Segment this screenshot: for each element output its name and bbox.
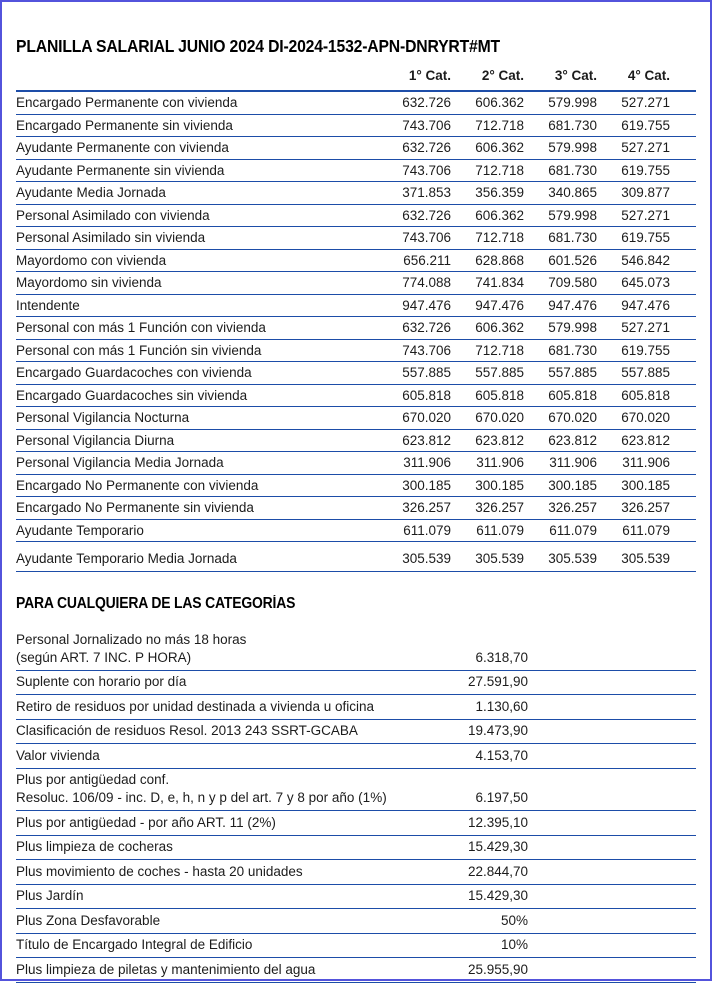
row-value: 311.906	[622, 455, 670, 470]
row-value: 15.429,30	[467, 888, 528, 903]
row-value: 619.755	[621, 162, 670, 178]
row-value: 681.730	[548, 117, 597, 133]
table-row	[16, 407, 696, 430]
row-value: 712.718	[475, 342, 524, 358]
row-label: Personal Asimilado sin vivienda	[16, 230, 206, 245]
row-value: 4.153,70	[475, 747, 528, 763]
row-value: 605.818	[548, 387, 597, 403]
row-value: 628.868	[475, 252, 524, 268]
row-label	[16, 884, 408, 909]
row-value: 300.185	[402, 477, 451, 493]
row-value: 300.185	[621, 477, 670, 493]
row-value: 22.844,70	[467, 863, 528, 879]
table-row	[16, 497, 696, 520]
table-row	[16, 429, 696, 452]
row-label	[16, 835, 408, 860]
row-value: 305.539	[621, 551, 670, 566]
row-value: 50%	[500, 912, 528, 928]
row-value: 712.718	[475, 162, 524, 178]
row-value: 546.842	[621, 252, 670, 268]
row-value: 311.906	[476, 455, 524, 470]
table-row	[16, 182, 696, 205]
table-row	[16, 958, 696, 983]
row-label	[16, 909, 408, 934]
row-value: 579.998	[548, 320, 597, 335]
table-row	[16, 317, 696, 340]
row-value: 311.906	[549, 455, 597, 470]
table-row	[16, 719, 696, 744]
row-value: 326.257	[475, 500, 524, 515]
row-value: 311.906	[403, 455, 451, 470]
row-label: Ayudante Permanente sin vivienda	[16, 162, 225, 178]
row-label: Personal con más 1 Función con vivienda	[16, 320, 266, 335]
row-label	[16, 933, 408, 958]
row-value: 356.359	[475, 185, 524, 200]
row-spacer	[528, 695, 696, 720]
row-value: 371.853	[402, 185, 451, 200]
row-value: 527.271	[621, 320, 670, 335]
row-value: 670.020	[402, 410, 451, 425]
row-label-line: Personal Jornalizado no más 18 horas	[16, 631, 247, 647]
row-label: Ayudante Temporario	[16, 522, 144, 538]
row-value: 712.718	[475, 230, 524, 245]
row-value: 947.476	[475, 297, 524, 313]
table-row	[16, 542, 696, 572]
row-spacer	[528, 670, 696, 695]
table-row	[16, 159, 696, 182]
row-spacer	[528, 768, 696, 811]
row-label: Encargado No Permanente sin vivienda	[16, 500, 254, 515]
table-row	[16, 744, 696, 769]
row-value: 623.812	[548, 432, 597, 448]
row-label: Personal Asimilado con vivienda	[16, 207, 210, 223]
row-value: 741.834	[475, 275, 524, 290]
row-value: 611.079	[476, 522, 524, 538]
row-spacer	[528, 884, 696, 909]
row-value: 632.726	[402, 320, 451, 335]
row-label-line: Clasificación de residuos Resol. 2013 243 SSRT-GCABA	[16, 723, 358, 738]
table-row	[16, 204, 696, 227]
salary-table	[16, 68, 696, 572]
row-value: 681.730	[548, 162, 597, 178]
salary-table-label-column-header	[16, 68, 378, 91]
table-row	[16, 909, 696, 934]
table-row	[16, 628, 696, 670]
row-label: Encargado Permanente con vivienda	[16, 95, 238, 110]
row-value: 743.706	[402, 342, 451, 358]
row-value: 743.706	[402, 117, 451, 133]
row-value: 623.812	[621, 432, 670, 448]
row-label-line: Plus Jardín	[16, 888, 84, 903]
row-label: Ayudante Permanente con vivienda	[16, 140, 229, 155]
row-label	[16, 695, 408, 720]
row-value: 557.885	[548, 365, 597, 380]
table-row	[16, 272, 696, 295]
row-value: 632.726	[402, 95, 451, 110]
row-value: 579.998	[548, 207, 597, 223]
row-value: 305.539	[475, 551, 524, 566]
row-value: 611.079	[403, 522, 451, 538]
page-content	[2, 36, 710, 983]
row-value: 743.706	[402, 162, 451, 178]
row-label	[16, 768, 408, 811]
row-label: Mayordomo sin vivienda	[16, 275, 162, 290]
table-row	[16, 227, 696, 250]
row-value: 656.211	[403, 252, 451, 268]
row-value: 579.998	[548, 95, 597, 110]
row-value: 611.079	[622, 522, 670, 538]
row-value: 557.885	[621, 365, 670, 380]
row-value: 326.257	[548, 500, 597, 515]
row-value: 670.020	[548, 410, 597, 425]
row-spacer	[528, 860, 696, 885]
row-value: 774.088	[402, 275, 451, 290]
row-value: 27.591,90	[467, 674, 528, 689]
row-label-line: Plus movimiento de coches - hasta 20 unidades	[16, 863, 303, 879]
row-label: Encargado Guardacoches sin vivienda	[16, 387, 248, 403]
row-value: 947.476	[621, 297, 670, 313]
row-label-line: Resoluc. 106/09 - inc. D, e, h, n y p del art. 7 y 8 por año (1%)	[16, 790, 387, 805]
row-value: 12.395,10	[467, 814, 528, 830]
row-label: Encargado Guardacoches con vivienda	[16, 365, 252, 380]
row-value: 606.362	[475, 140, 524, 155]
table-row	[16, 137, 696, 160]
row-value: 579.998	[548, 140, 597, 155]
row-value: 606.362	[475, 95, 524, 110]
row-spacer	[528, 958, 696, 983]
table-row	[16, 294, 696, 317]
row-label: Personal Vigilancia Diurna	[16, 432, 175, 448]
row-value: 623.812	[475, 432, 524, 448]
row-value: 606.362	[475, 320, 524, 335]
row-value: 947.476	[548, 297, 597, 313]
row-value: 10%	[500, 937, 528, 952]
column-header: 4° Cat.	[627, 68, 670, 83]
row-value: 670.020	[621, 410, 670, 425]
row-spacer	[528, 719, 696, 744]
row-spacer	[528, 909, 696, 934]
row-label-line: Plus limpieza de piletas y mantenimiento del agua	[16, 961, 316, 977]
row-value: 619.755	[621, 342, 670, 358]
row-value: 6.318,70	[475, 649, 528, 665]
table-row	[16, 519, 696, 542]
row-label-line: (según ART. 7 INC. P HORA)	[16, 649, 192, 665]
row-label-line: Suplente con horario por día	[16, 674, 187, 689]
row-label	[16, 811, 408, 836]
row-label: Mayordomo con vivienda	[16, 252, 167, 268]
table-row	[16, 474, 696, 497]
row-label-line: Valor vivienda	[16, 747, 100, 763]
table-row	[16, 695, 696, 720]
row-value: 557.885	[475, 365, 524, 380]
row-value: 300.185	[548, 477, 597, 493]
row-label-line: Plus limpieza de cocheras	[16, 839, 173, 854]
row-value: 19.473,90	[467, 723, 528, 738]
row-value: 340.865	[548, 185, 597, 200]
row-value: 605.818	[621, 387, 670, 403]
row-value: 605.818	[475, 387, 524, 403]
salary-table-header-row	[16, 68, 696, 91]
table-row	[16, 768, 696, 811]
table-row	[16, 249, 696, 272]
row-value: 606.362	[475, 207, 524, 223]
row-value: 670.020	[475, 410, 524, 425]
row-value: 601.526	[548, 252, 597, 268]
table-row	[16, 362, 696, 385]
row-value: 309.877	[621, 185, 670, 200]
table-row	[16, 835, 696, 860]
row-label: Ayudante Temporario Media Jornada	[16, 551, 237, 566]
row-value: 15.429,30	[467, 839, 528, 854]
row-label	[16, 860, 408, 885]
row-value: 6.197,50	[475, 790, 528, 805]
row-value: 557.885	[402, 365, 451, 380]
row-label	[16, 670, 408, 695]
row-label: Ayudante Media Jornada	[16, 185, 166, 200]
row-label-line: Retiro de residuos por unidad destinada a vivienda u oficina	[16, 698, 374, 714]
row-spacer	[528, 933, 696, 958]
row-value: 645.073	[621, 275, 670, 290]
row-label-line: Plus por antigüedad - por año ART. 11 (2%)	[16, 814, 276, 830]
row-value: 632.726	[402, 207, 451, 223]
column-header: 2° Cat.	[481, 68, 524, 83]
row-value: 632.726	[402, 140, 451, 155]
table-row	[16, 339, 696, 362]
row-label-line: Plus Zona Desfavorable	[16, 912, 161, 928]
column-header: 3° Cat.	[554, 68, 597, 83]
row-spacer	[528, 811, 696, 836]
row-label: Personal Vigilancia Media Jornada	[16, 455, 224, 470]
table-row	[16, 670, 696, 695]
row-label-line: Título de Encargado Integral de Edificio	[16, 937, 253, 952]
table-row	[16, 384, 696, 407]
row-spacer	[528, 628, 696, 670]
table-row	[16, 811, 696, 836]
row-value: 947.476	[402, 297, 451, 313]
page-title: PLANILLA SALARIAL JUNIO 2024 DI-2024-1532-APN-DNRYRT#MT	[16, 36, 500, 56]
row-value: 619.755	[621, 117, 670, 133]
row-label: Personal con más 1 Función sin vivienda	[16, 342, 262, 358]
row-label: Encargado Permanente sin vivienda	[16, 117, 233, 133]
row-value: 527.271	[621, 95, 670, 110]
row-label	[16, 719, 408, 744]
row-label: Encargado No Permanente con vivienda	[16, 477, 259, 493]
row-label: Intendente	[16, 297, 80, 313]
row-value: 619.755	[621, 230, 670, 245]
row-value: 326.257	[402, 500, 451, 515]
row-value: 712.718	[475, 117, 524, 133]
categories-table	[16, 628, 696, 983]
table-row	[16, 452, 696, 475]
row-value: 709.580	[548, 275, 597, 290]
row-value: 305.539	[402, 551, 451, 566]
row-value: 611.079	[549, 522, 597, 538]
row-value: 605.818	[402, 387, 451, 403]
row-value: 1.130,60	[475, 698, 528, 714]
categories-section-heading: PARA CUALQUIERA DE LAS CATEGORÍAS	[16, 595, 296, 612]
row-value: 527.271	[621, 140, 670, 155]
row-value: 25.955,90	[467, 961, 528, 977]
row-value: 300.185	[475, 477, 524, 493]
table-row	[16, 91, 696, 114]
table-row	[16, 860, 696, 885]
table-row	[16, 114, 696, 137]
row-value: 305.539	[548, 551, 597, 566]
row-label-line: Plus por antigüedad conf.	[16, 772, 170, 787]
row-spacer	[528, 744, 696, 769]
row-value: 326.257	[621, 500, 670, 515]
row-value: 681.730	[548, 342, 597, 358]
row-spacer	[528, 835, 696, 860]
table-row	[16, 933, 696, 958]
row-label	[16, 958, 408, 983]
row-value: 743.706	[402, 230, 451, 245]
row-value: 527.271	[621, 207, 670, 223]
table-row	[16, 884, 696, 909]
column-header: 1° Cat.	[408, 68, 451, 83]
row-label	[16, 744, 408, 769]
row-value: 623.812	[402, 432, 451, 448]
row-value: 681.730	[548, 230, 597, 245]
row-label: Personal Vigilancia Nocturna	[16, 410, 190, 425]
row-label	[16, 628, 408, 670]
